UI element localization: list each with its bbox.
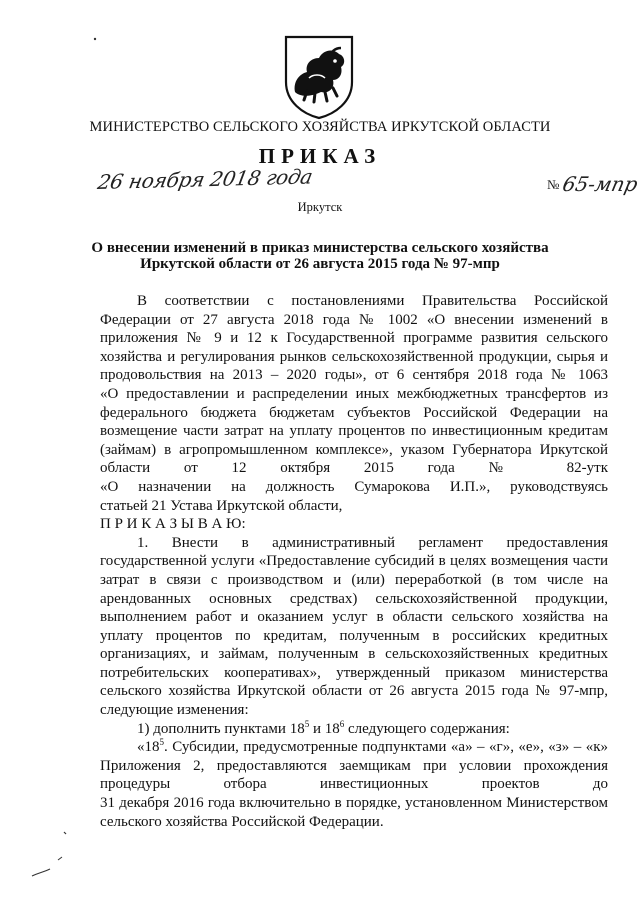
document-heading — [86, 240, 554, 272]
text-line — [100, 738, 608, 757]
coat-of-arms-emblem — [283, 34, 355, 120]
paragraph-item-1 — [100, 534, 608, 720]
order-number — [547, 172, 638, 196]
paragraph-subitem-1 — [100, 720, 608, 739]
heading-line: О внесении изменений в приказ министерства сельского хозяйства — [91, 240, 549, 256]
text-line: 1. Внести в административный регламент предоставления — [137, 534, 608, 551]
text-fragment: «18 — [137, 739, 160, 756]
text-line: области от 12 октября 2015 года № 82-утк — [100, 460, 608, 477]
text-line: продовольствия на 2013 – 2020 годы», от 6 сентября 2018 года № 1063 — [100, 367, 608, 384]
superscript: 5 — [159, 737, 164, 748]
document-body — [100, 292, 608, 831]
text-line: (займам) в агропромышленном комплексе», указом Губернатора Иркутской — [100, 441, 608, 458]
ministry-name: МИНИСТЕРСТВО СЕЛЬСКОГО ХОЗЯЙСТВА ИРКУТСКОЙ ОБЛАСТИ — [89, 119, 551, 135]
text-line: государственной услуги «Предоставление субсидий в целях возмещения части — [100, 553, 608, 570]
text-fragment: . Субсидии, предусмотренные подпунктами «а» – «г», «е», «з» – «к» — [164, 739, 608, 756]
text-line: «О предоставлении и распределении иных межбюджетных трансфертов из — [100, 385, 608, 402]
text-fragment: следующего содержания: — [344, 720, 510, 737]
text-line: хозяйства и регулирования рынков сельскохозяйственной продукции, сырья и — [100, 348, 608, 365]
text-line: Приложения 2, предоставляются заемщикам при условии прохождения — [100, 757, 608, 774]
heading-line: Иркутской области от 26 августа 2015 года № 97-мпр — [140, 256, 500, 272]
text-fragment: 1) дополнить пунктами 18 — [137, 720, 305, 737]
text-line: следующие изменения: — [100, 702, 249, 719]
text-line: уплату процентов по кредитам, полученным в российских кредитных — [100, 627, 608, 644]
order-title: ПРИКАЗ — [258, 144, 382, 168]
text-line: федерального бюджета бюджетам субъектов Российской Федерации на — [100, 404, 608, 421]
text-line: арендованных основных средствах) сельскохозяйственной продукции, — [100, 590, 608, 607]
text-line: затрат в связи с производством и (или) переработкой (в том числе на — [100, 571, 608, 588]
text-line: сельского хозяйства Иркутской области от 26 августа 2015 года № 97-мпр, — [100, 683, 608, 700]
text-line: В соответствии с постановлениями Правительства Российской — [137, 293, 608, 309]
text-line: потребительских кооперативах», утвержденный приказом министерства — [100, 664, 608, 681]
text-line: процедуры отбора инвестиционных проектов до — [100, 776, 608, 793]
text-line: организациях, и займам, полученным в сельскохозяйственных кредитных — [100, 646, 608, 663]
handwritten-date: 26 ноября 2018 года — [95, 164, 315, 194]
text-line: возмещение части затрат на уплату процентов по инвестиционным кредитам — [100, 423, 608, 440]
text-line: приложения № 9 и 12 к Государственной программе развития сельского — [100, 330, 608, 347]
superscript: 5 — [304, 718, 310, 729]
handwritten-number: 65-мпр — [560, 172, 640, 196]
paragraph-clause-18-5 — [100, 738, 608, 831]
scan-speck — [93, 37, 97, 41]
superscript: 6 — [339, 718, 345, 729]
text-line: Федерации от 27 августа 2018 года № 1002 «О внесении изменений в — [100, 311, 608, 328]
city-name: Иркутск — [297, 200, 343, 214]
text-line: сельского хозяйства Российской Федерации. — [100, 813, 384, 830]
number-sign: № — [547, 177, 560, 192]
text-line: 31 декабря 2016 года включительно в порядке, установленном Министерством — [100, 795, 608, 812]
text-line: выполнением работ и оказанием услуг в области сельского хозяйства на — [100, 609, 608, 626]
text-line: «О назначении на должность Сумарокова И.П.», руководствуясь — [100, 478, 608, 495]
paragraph-basis — [100, 292, 608, 515]
scan-marks — [28, 826, 72, 882]
order-directive: П Р И К А З Ы В А Ю: — [100, 516, 246, 533]
text-fragment: и 18 — [309, 720, 340, 737]
text-line: статьей 21 Устава Иркутской области, — [100, 497, 343, 514]
